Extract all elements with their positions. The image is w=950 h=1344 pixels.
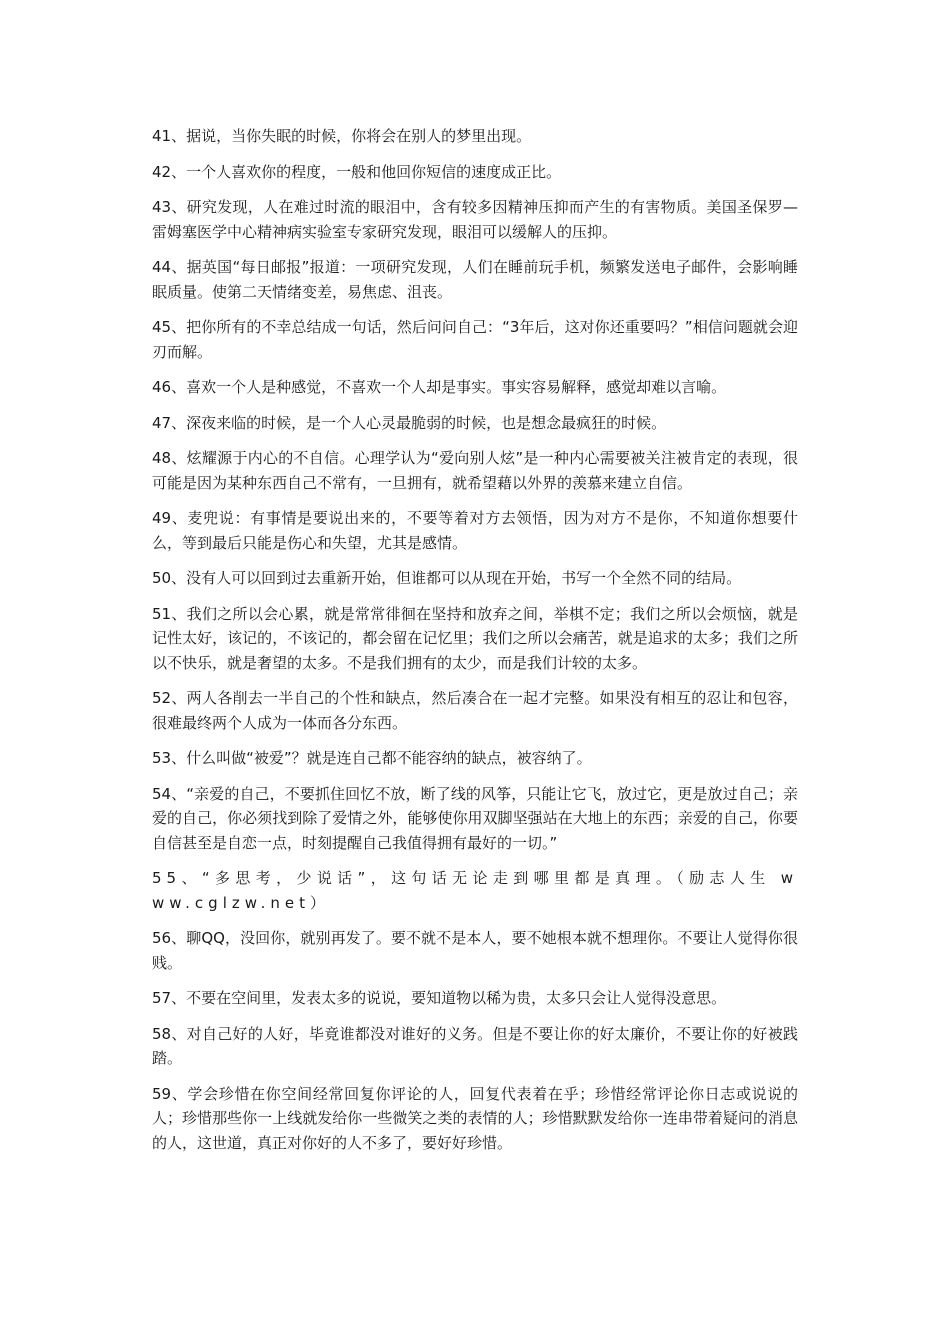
entry-58: 58、对自己好的人好，毕竟谁都没对谁好的义务。但是不要让你的好太廉价，不要让你的好被践踏。 <box>152 1024 798 1067</box>
entry-48: 48、炫耀源于内心的不自信。心理学认为“爱向别人炫”是一种内心需要被关注被肯定的表现，很可能是因为某种东西自己不常有，一旦拥有，就希望藉以外界的羡慕来建立自信。 <box>152 449 798 492</box>
entry-47: 47、深夜来临的时候，是一个人心灵最脆弱的时候，也是想念最疯狂的时候。 <box>152 413 667 432</box>
entry-54: 54、“亲爱的自己，不要抓住回忆不放，断了线的风筝，只能让它飞，放过它，更是放过自己；亲爱的自己，你必须找到除了爱情之外，能够使你用双脚坚强站在大地上的东西；亲爱的自己，你要自信甚至是自恋一点，时刻提醒自己我值得拥有最好的一切。” <box>152 784 798 852</box>
entry-44: 44、据英国“每日邮报”报道：一项研究发现，人们在睡前玩手机，频繁发送电子邮件，会影响睡眠质量。使第二天情绪变差，易焦虑、沮丧。 <box>152 258 798 301</box>
entry-51: 51、我们之所以会心累，就是常常徘徊在坚持和放弃之间，举棋不定；我们之所以会烦恼，就是记性太好，该记的，不该记的，都会留在记忆里；我们之所以会痛苦，就是追求的太多；我们之所以不快乐，就是奢望的太多。不是我们拥有的太少，而是我们计较的太多。 <box>152 604 798 672</box>
entry-49: 49、麦兜说：有事情是要说出来的，不要等着对方去领悟，因为对方不是你，不知道你想要什么，等到最后只能是伤心和失望，尤其是感情。 <box>152 509 798 552</box>
entry-53: 53、什么叫做“被爱”？就是连自己都不能容纳的缺点，被容纳了。 <box>152 749 592 767</box>
entry-41: 41、据说，当你失眠的时候，你将会在别人的梦里出现。 <box>152 127 532 145</box>
entry-52: 52、两人各削去一半自己的个性和缺点，然后凑合在一起才完整。如果没有相互的忍让和包容，很难最终两个人成为一体而各分东西。 <box>152 689 798 732</box>
entry-50: 50、没有人可以回到过去重新开始，但谁都可以从现在开始，书写一个全然不同的结局。 <box>152 569 742 587</box>
entry-57: 57、不要在空间里，发表太多的说说，要知道物以稀为贵，太多只会让人觉得没意思。 <box>152 989 727 1007</box>
entry-45: 45、把你所有的不幸总结成一句话，然后问问自己：“3年后，这对你还重要吗？”相信问题就会迎刃而解。 <box>152 318 798 361</box>
document-page <box>152 124 798 1166</box>
entry-59: 59、学会珍惜在你空间经常回复你评论的人，回复代表着在乎；珍惜经常评论你日志或说说的人；珍惜那些你一上线就发给你一些微笑之类的表情的人；珍惜默默发给你一连串带着疑问的消息的人，这世道，真正对你好的人不多了，要好好珍惜。 <box>152 1084 798 1152</box>
entry-46: 46、喜欢一个人是种感觉，不喜欢一个人却是事实。事实容易解释，感觉却难以言喻。 <box>152 378 727 396</box>
entry-56: 56、聊QQ，没回你，就别再发了。要不就不是本人，要不她根本就不想理你。不要让人觉得你很贱。 <box>152 929 798 972</box>
entry-43: 43、研究发现，人在难过时流的眼泪中，含有较多因精神压抑而产生的有害物质。美国圣保罗—雷姆塞医学中心精神病实验室专家研究发现，眼泪可以缓解人的压抑。 <box>152 198 798 241</box>
entry-42: 42、一个人喜欢你的程度，一般和他回你短信的速度成正比。 <box>152 162 562 181</box>
entry-55: 55、“多思考，少说话”，这句话无论走到哪里都是真理。（励志人生 www.cglzw.net） <box>152 869 798 912</box>
